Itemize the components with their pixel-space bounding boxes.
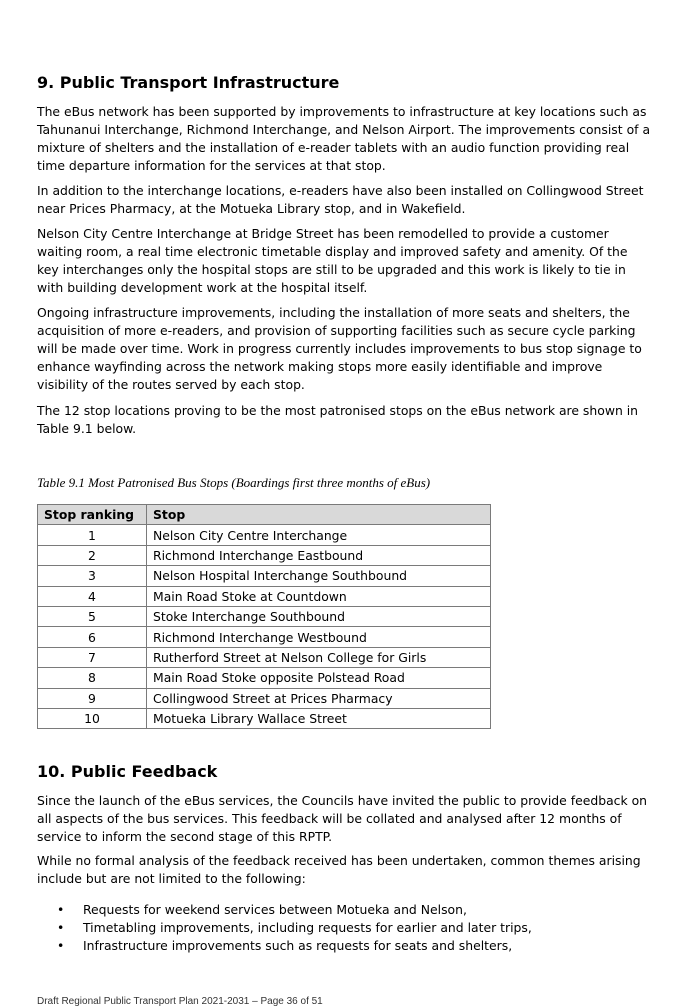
feedback-themes-list [37, 901, 651, 955]
table-row [38, 627, 491, 647]
stop-cell: Main Road Stoke at Countdown [147, 586, 491, 606]
rank-cell: 9 [38, 688, 147, 708]
page-footer: Draft Regional Public Transport Plan 2021-2031 – Page 36 of 51 [37, 996, 323, 1007]
section-9-paragraph-4: Ongoing infrastructure improvements, including the installation of more seats and shelters, the acquisition of more e-readers, and provision of supporting facilities such as secure cycle parking will be made over time. Work in progress currently includes improvements to bus stop signage to enhance wayfinding across the network making stops more easily identifiable and improve visibility of the routes served by each stop. [37, 305, 642, 392]
table-row [38, 545, 491, 565]
section-9-heading: 9. Public Transport Infrastructure [37, 73, 340, 92]
table-caption: Table 9.1 Most Patronised Bus Stops (Boardings first three months of eBus) [37, 475, 431, 490]
stop-cell: Richmond Interchange Eastbound [147, 545, 491, 565]
rank-cell: 2 [38, 545, 147, 565]
section-9-paragraph-5: The 12 stop locations proving to be the most patronised stops on the eBus network are shown in Table 9.1 below. [37, 403, 639, 436]
rank-cell: 5 [38, 606, 147, 626]
stop-cell: Main Road Stoke opposite Polstead Road [147, 668, 491, 688]
stop-cell: Motueka Library Wallace Street [147, 708, 491, 728]
patronised-stops-table [37, 504, 491, 729]
section-10-paragraph-1: Since the launch of the eBus services, the Councils have invited the public to provide feedback on all aspects of the bus services. This feedback will be collated and analysed after 12 months of service to inform the second stage of this RPTP. [37, 793, 648, 844]
table-header-row [38, 505, 491, 525]
list-item: • Requests for weekend services between Motueka and Nelson, [37, 901, 651, 919]
table-row [38, 647, 491, 667]
rank-cell: 8 [38, 668, 147, 688]
column-header-stop-ranking: Stop ranking [38, 505, 147, 525]
section-10-paragraph-2: While no formal analysis of the feedback received has been undertaken, common themes arising include but are not limited to the following: [37, 853, 641, 886]
section-9-paragraph-2: In addition to the interchange locations, e-readers have also been installed on Collingwood Street near Prices Pharmacy, at the Motueka Library stop, and in Wakefield. [37, 183, 644, 216]
section-9-paragraph-1: The eBus network has been supported by improvements to infrastructure at key locations such as Tahunanui Interchange, Richmond Interchange, and Nelson Airport. The improvements consist of a mixture of shelters and the installation of e-reader tablets with an audio function providing real time departure information for the services at that stop. [37, 104, 651, 173]
column-header-stop: Stop [147, 505, 491, 525]
section-10-heading: 10. Public Feedback [37, 762, 218, 781]
list-item: • Infrastructure improvements such as requests for seats and shelters, [37, 937, 651, 955]
stop-cell: Rutherford Street at Nelson College for Girls [147, 647, 491, 667]
stop-cell: Collingwood Street at Prices Pharmacy [147, 688, 491, 708]
rank-cell: 10 [38, 708, 147, 728]
rank-cell: 6 [38, 627, 147, 647]
stop-cell: Richmond Interchange Westbound [147, 627, 491, 647]
stop-cell: Nelson City Centre Interchange [147, 525, 491, 545]
list-item: • Timetabling improvements, including requests for earlier and later trips, [37, 919, 651, 937]
rank-cell: 1 [38, 525, 147, 545]
table-row [38, 668, 491, 688]
rank-cell: 4 [38, 586, 147, 606]
table-row [38, 566, 491, 586]
section-9-paragraph-3: Nelson City Centre Interchange at Bridge Street has been remodelled to provide a customer waiting room, a real time electronic timetable display and improved safety and amenity. Of the key interchanges only the hospital stops are still to be upgraded and this work is likely to tie in with building development work at the hospital itself. [37, 226, 628, 295]
table-row [38, 525, 491, 545]
table-row [38, 586, 491, 606]
table-row [38, 606, 491, 626]
rank-cell: 7 [38, 647, 147, 667]
stop-cell: Nelson Hospital Interchange Southbound [147, 566, 491, 586]
stop-cell: Stoke Interchange Southbound [147, 606, 491, 626]
rank-cell: 3 [38, 566, 147, 586]
table-row [38, 688, 491, 708]
table-row [38, 708, 491, 728]
